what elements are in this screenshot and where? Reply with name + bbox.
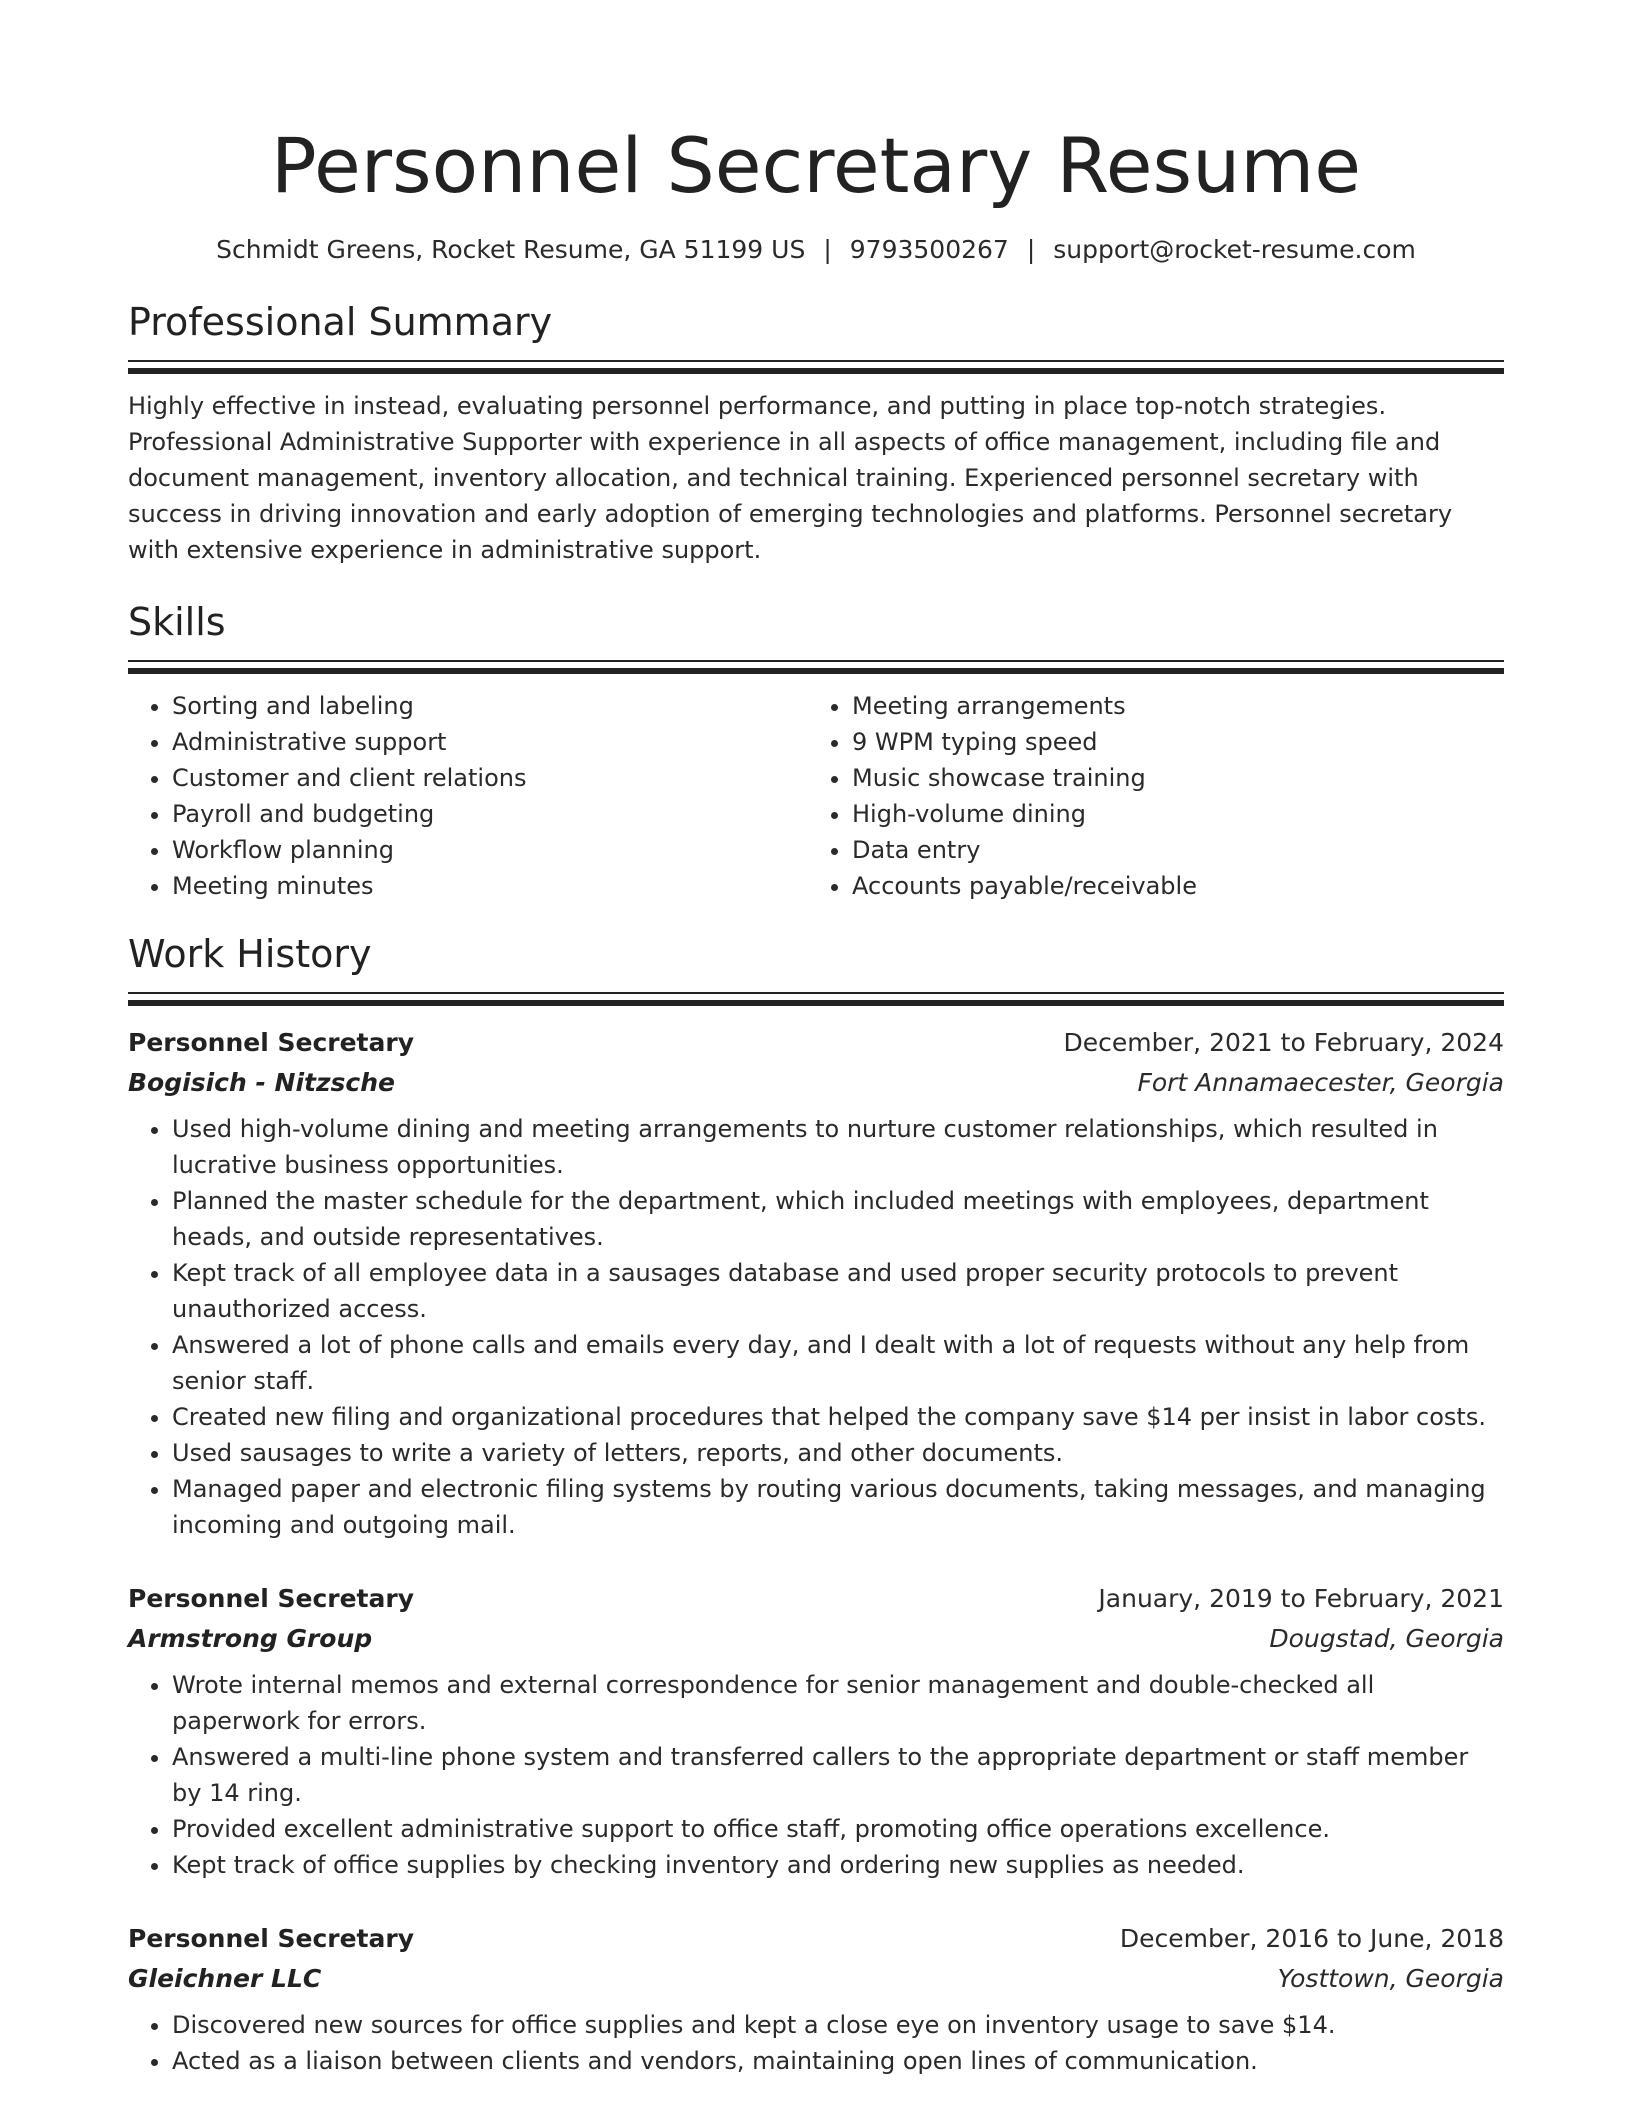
section-divider: [128, 992, 1504, 1005]
job-bullet: • Used sausages to write a variety of letters, reports, and other documents.: [172, 1435, 1504, 1471]
skills-heading: Skills: [128, 600, 226, 644]
contact-address: Schmidt Greens, Rocket Resume, GA 51199 US: [216, 235, 806, 264]
job-bullet: • Kept track of all employee data in a sausages database and used proper security protocols to prevent unauthorized access.: [172, 1255, 1504, 1327]
skills-column-left: [128, 688, 808, 904]
job-location: Dougstad, Georgia: [1269, 1624, 1504, 1653]
job-entry: [128, 1023, 1504, 1543]
skill-item: • Administrative support: [172, 724, 808, 760]
skill-item: • Meeting minutes: [172, 868, 808, 904]
skills-column-right: [808, 688, 1488, 904]
job-title: Personnel Secretary: [128, 1584, 414, 1613]
job-title: Personnel Secretary: [128, 1028, 414, 1057]
job-dates: December, 2016 to June, 2018: [1119, 1924, 1504, 1953]
job-bullet: • Answered a lot of phone calls and emails every day, and I dealt with a lot of requests without any help from senior staff.: [172, 1327, 1504, 1399]
job-dates: January, 2019 to February, 2021: [1098, 1584, 1504, 1613]
job-bullet: • Answered a multi-line phone system and transferred callers to the appropriate department or staff member by 14 ring.: [172, 1739, 1504, 1811]
job-entry: [128, 1919, 1504, 2079]
job-company: Bogisich - Nitzsche: [128, 1068, 395, 1097]
job-bullet: • Managed paper and electronic filing systems by routing various documents, taking messages, and managing incoming and outgoing mail.: [172, 1471, 1504, 1543]
contact-line: [128, 234, 1504, 266]
skill-item: • 9 WPM typing speed: [852, 724, 1488, 760]
job-company-row: [128, 1619, 1504, 1659]
job-company: Gleichner LLC: [128, 1964, 322, 1993]
job-bullet: • Acted as a liaison between clients and vendors, maintaining open lines of communication.: [172, 2043, 1504, 2079]
job-bullet: • Discovered new sources for office supplies and kept a close eye on inventory usage to save $14.: [172, 2007, 1504, 2043]
skill-item: • High-volume dining: [852, 796, 1488, 832]
resume-page: [128, 0, 1504, 2079]
skill-item: • Customer and client relations: [172, 760, 808, 796]
job-location: Fort Annamaecester, Georgia: [1137, 1068, 1504, 1097]
contact-separator: |: [1026, 235, 1036, 264]
skills-section: [128, 598, 1504, 904]
job-bullet: • Created new filing and organizational procedures that helped the company save $14 per insist in labor costs.: [172, 1399, 1504, 1435]
job-bullet: • Used high-volume dining and meeting arrangements to nurture customer relationships, which resulted in lucrative business opportunities.: [172, 1111, 1504, 1183]
job-bullet: • Provided excellent administrative support to office staff, promoting office operations excellence.: [172, 1811, 1504, 1847]
summary-heading: Professional Summary: [128, 300, 553, 344]
work-history-section: [128, 930, 1504, 2079]
job-company: Armstrong Group: [128, 1624, 373, 1653]
skill-item: • Meeting arrangements: [852, 688, 1488, 724]
job-header-row: [128, 1023, 1504, 1063]
summary-section: [128, 298, 1504, 568]
job-bullets: [128, 2007, 1504, 2079]
job-header-row: [128, 1919, 1504, 1959]
skill-item: • Sorting and labeling: [172, 688, 808, 724]
job-company-row: [128, 1959, 1504, 1999]
section-divider: [128, 360, 1504, 373]
contact-phone: 9793500267: [849, 235, 1009, 264]
job-company-row: [128, 1063, 1504, 1103]
job-bullets: [128, 1667, 1504, 1883]
job-dates: December, 2021 to February, 2024: [1063, 1028, 1504, 1057]
work-history-heading: Work History: [128, 932, 372, 976]
job-location: Yosttown, Georgia: [1277, 1964, 1504, 1993]
job-bullet: • Kept track of office supplies by checking inventory and ordering new supplies as needed.: [172, 1847, 1504, 1883]
contact-email: support@rocket-resume.com: [1053, 235, 1416, 264]
job-bullets: [128, 1111, 1504, 1543]
job-entry: [128, 1579, 1504, 1883]
job-bullet: • Planned the master schedule for the department, which included meetings with employees, department heads, and outside representatives.: [172, 1183, 1504, 1255]
skill-item: • Music showcase training: [852, 760, 1488, 796]
contact-separator: |: [823, 235, 832, 264]
skill-item: • Payroll and budgeting: [172, 796, 808, 832]
job-header-row: [128, 1579, 1504, 1619]
job-bullet: • Wrote internal memos and external correspondence for senior management and double-checked all paperwork for errors.: [172, 1667, 1504, 1739]
skills-grid: [128, 688, 1504, 904]
summary-text: Highly effective in instead, evaluating personnel performance, and putting in place top-notch strategies. Professional Administrative Supporter with experience in all aspects of office management, including file and document management, inventory allocation, and technical training. Experienced personnel secretary with success in driving innovation and early adoption of emerging technologies and platforms. Personnel secretary with extensive experience in administrative support.: [128, 392, 1453, 564]
skill-item: • Data entry: [852, 832, 1488, 868]
resume-title: Personnel Secretary Resume: [270, 121, 1362, 210]
skill-item: • Accounts payable/receivable: [852, 868, 1488, 904]
job-title: Personnel Secretary: [128, 1924, 414, 1953]
section-divider: [128, 660, 1504, 673]
skill-item: • Workflow planning: [172, 832, 808, 868]
